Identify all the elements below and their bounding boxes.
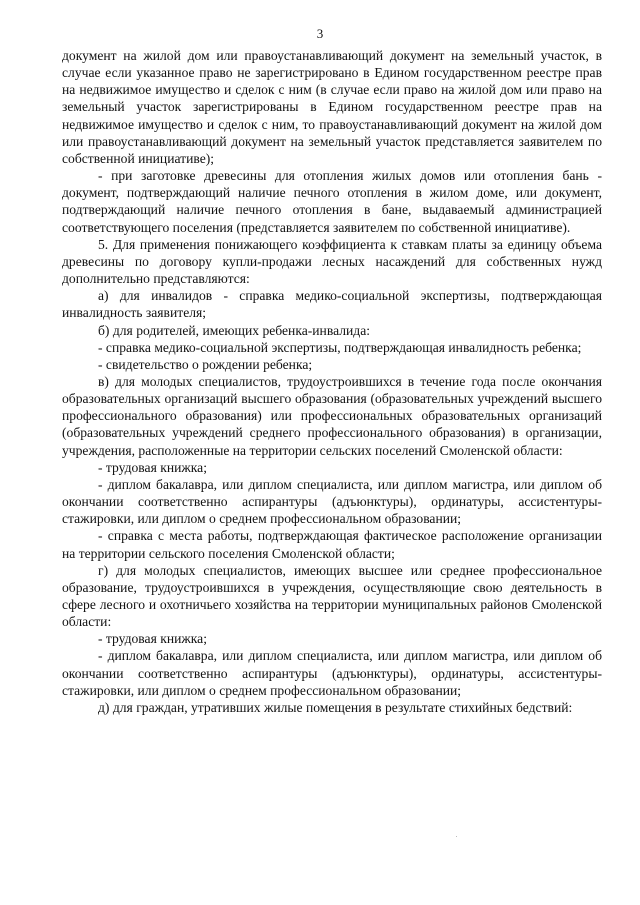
paragraph: г) для молодых специалистов, имеющих высшее или среднее профессиональное образование, трудоустроившихся в учреждения, осуществляющие свою деятельность в сфере лесного и охотничьего хозяйства на территории муниципальных районов Смоленской области: [62, 562, 602, 630]
paragraph: а) для инвалидов - справка медико-социальной экспертизы, подтверждающая инвалидность заявителя; [62, 288, 602, 321]
paragraph: 5. Для применения понижающего коэффициента к ставкам платы за единицу объема древесины по договору купли-продажи лесных насаждений для собственных нужд дополнительно представляются: [62, 236, 602, 287]
scan-speck [456, 836, 457, 837]
paragraph: - справка медико-социальной экспертизы, подтверждающая инвалидность ребенка; [98, 339, 582, 355]
paragraph: - справка с места работы, подтверждающая фактическое расположение организации на территории сельского поселения Смоленской области; [62, 528, 602, 561]
paragraph: - диплом бакалавра, или диплом специалиста, или диплом магистра, или диплом об окончании соответственно аспирантуры (адъюнктуры), ординатуры, ассистентуры-стажировки, или диплом о среднем профессиональном образовании; [62, 648, 602, 698]
paragraph: - трудовая книжка; [98, 631, 207, 647]
paragraph: б) для родителей, имеющих ребенка-инвалида: [98, 322, 371, 338]
paragraph: - свидетельство о рождении ребенка; [98, 356, 313, 372]
paragraph: документ на жилой дом или правоустанавливающий документ на земельный участок, в случае если указанное право не зарегистрировано в Едином государственном реестре прав на недвижимое имущество и сделок с ним (в случае если право на жилой дом или право на земельный участок зарегистрированы в Едином государственном реестре прав на недвижимое имущество и сделок с ним, то правоустанавливающий документ на жилой дом или правоустанавливающий документ на земельный участок представляется заявителем по собственной инициативе); [62, 48, 602, 166]
document-body [62, 47, 602, 716]
page-number: 3 [316, 26, 324, 41]
paragraph: - диплом бакалавра, или диплом специалиста, или диплом магистра, или диплом об окончании соответственно аспирантуры (адъюнктуры), ординатуры, ассистентуры-стажировки, или диплом о среднем профессиональном образовании; [62, 476, 602, 527]
paragraph: в) для молодых специалистов, трудоустроившихся в течение года после окончания образовательных организаций высшего образования (образовательных учреждений высшего профессионального образования) или профессиональных образовательных организаций (образовательных учреждений среднего профессионального образования) в организации, учреждения, расположенные на территории сельских поселений Смоленской области: [62, 373, 602, 458]
paragraph: - трудовая книжка; [98, 459, 207, 475]
paragraph: д) для граждан, утративших жилые помещения в результате стихийных бедствий: [98, 699, 573, 715]
paragraph: - при заготовке древесины для отопления жилых домов или отопления бань - документ, подтверждающий наличие печного отопления в жилом доме, или документ, подтверждающий наличие печного отопления в бане, выдаваемый администрацией соответствующего поселения (представляется заявителем по собственной инициативе). [62, 168, 602, 235]
